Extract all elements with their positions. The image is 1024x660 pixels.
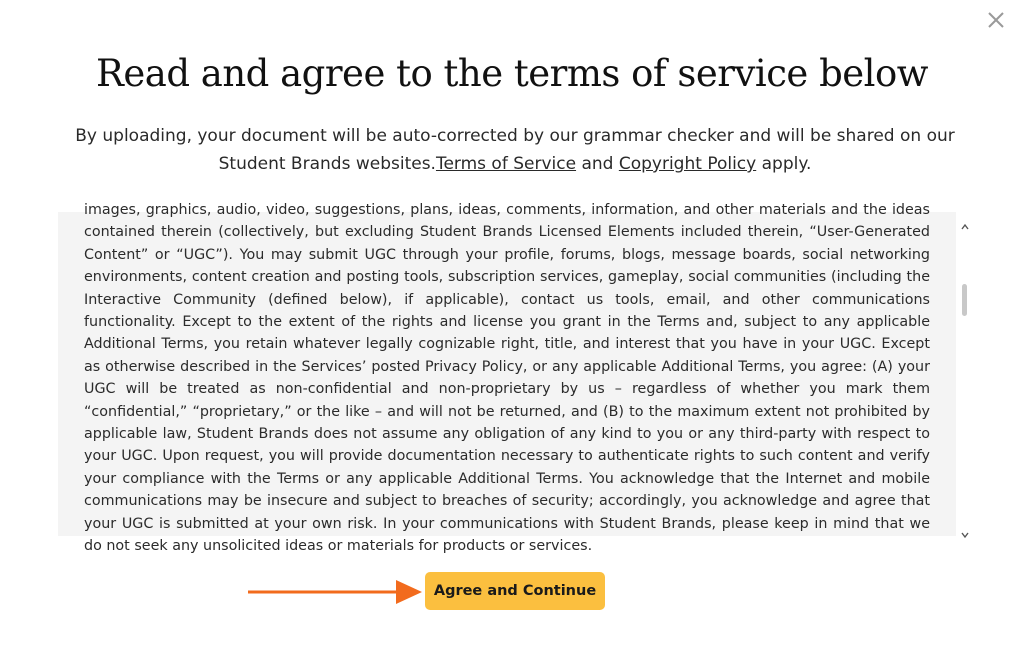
subtitle-suffix: apply.	[756, 154, 812, 174]
scroll-thumb[interactable]	[962, 284, 967, 316]
terms-scrollbar[interactable]	[956, 212, 974, 536]
arrow-right-icon	[248, 579, 424, 605]
terms-of-service-link[interactable]: Terms of Service	[435, 154, 577, 174]
scroll-up-button[interactable]	[960, 216, 970, 224]
terms-scroll-area[interactable]	[58, 202, 956, 555]
chevron-down-icon	[960, 531, 970, 539]
scroll-down-button[interactable]	[960, 524, 970, 532]
terms-text: images, graphics, audio, video, suggestions, plans, ideas, comments, information, and other materials and the ideas contained therein (collectively, but excluding Student Brands Licensed Elements included therein, “User-Generated Content” or “UGC”). You may submit UGC through your profile, forums, blogs, message boards, social networking environments, content creation and posting tools, subscription services, gameplay, social communities (including the Interactive Community (defined below), if applicable), contact us tools, email, and other communications functionality. Except to the extent of the rights and license you grant in the Terms and, subject to any applicable Additional Terms, you retain whatever legally cognizable right, title, and interest that you have in your UGC. Except as otherwise described in the Services’ posted Privacy Policy, or any applicable Additional Terms, you agree: (A) your UGC will be treated as non-confidential and non-proprietary by us – regardless of whether you mark them “confidential,” “proprietary,” or the like – and will not be returned, and (B) to the maximum extent not prohibited by applicable law, Student Brands does not assume any obligation of any kind to you or any third-party with respect to your UGC. Upon request, you will provide documentation necessary to authenticate rights to such content and verify your compliance with the Terms or any applicable Additional Terms. You acknowledge that the Internet and mobile communications may be insecure and subject to breaches of security; accordingly, you acknowledge and agree that your UGC is submitted at your own risk. In your communications with Student Brands, please keep in mind that we do not seek any unsolicited ideas or materials for products or services.	[84, 202, 930, 555]
chevron-up-icon	[960, 223, 970, 231]
modal-subtitle	[60, 122, 970, 178]
modal-title: Read and agree to the terms of service below	[96, 52, 928, 95]
subtitle-and: and	[576, 154, 619, 174]
close-icon	[986, 10, 1006, 30]
arrow-pointer	[248, 579, 424, 609]
agree-and-continue-button[interactable]: Agree and Continue	[425, 572, 605, 610]
copyright-policy-link[interactable]: Copyright Policy	[618, 154, 757, 174]
subtitle-text: By uploading, your document will be auto-corrected by our grammar checker and will be shared on our Student Brands websites.	[75, 126, 955, 174]
close-button[interactable]	[986, 10, 1006, 30]
